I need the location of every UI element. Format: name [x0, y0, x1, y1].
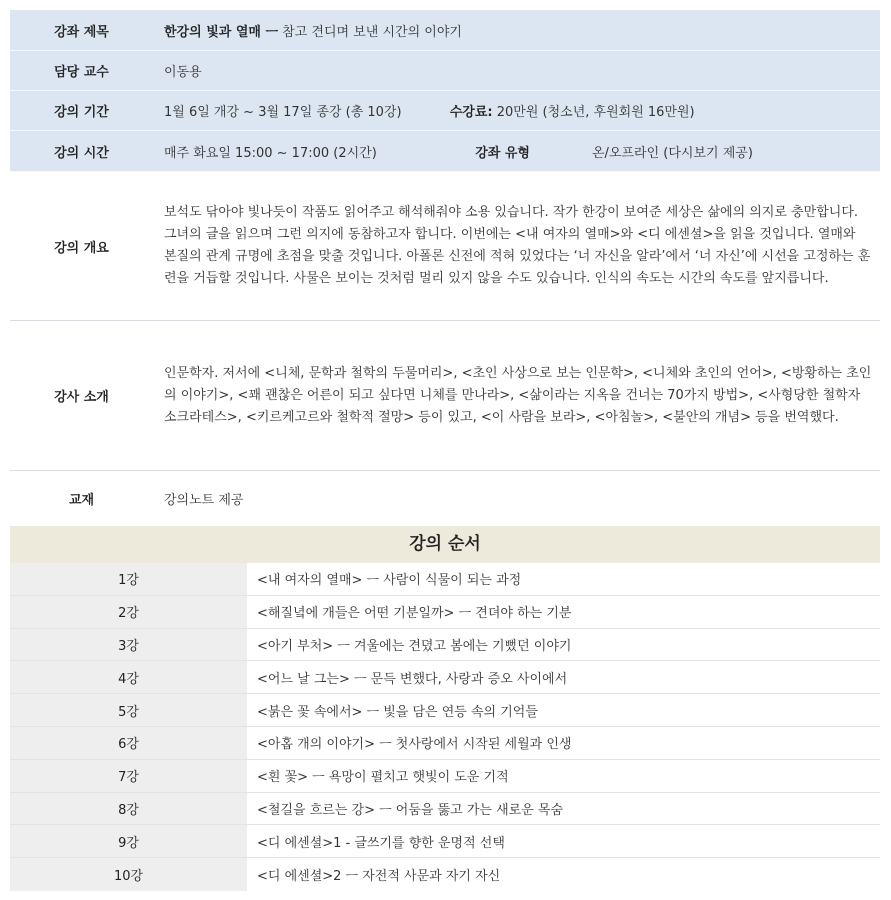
lecture-row: [10, 793, 880, 826]
lecture-row: [10, 694, 880, 727]
lecture-row: [10, 563, 880, 596]
professor-value: 이동용: [164, 65, 202, 80]
lecture-number: 1강: [10, 563, 247, 595]
lecture-row: [10, 858, 880, 891]
course-title-main: 한강의 빛과 열매 ㅡ: [164, 24, 279, 40]
lecture-number: 9강: [10, 825, 247, 857]
professor-label: 담당 교수: [54, 65, 109, 80]
lecture-order-header: 강의 순서: [10, 526, 880, 563]
lecture-title: <디 에센셜>1 - 글쓰기를 향한 운명적 선택: [247, 825, 880, 857]
lecture-row: [10, 727, 880, 760]
textbook-value: 강의노트 제공: [164, 493, 244, 508]
time-label: 강의 시간: [54, 145, 109, 161]
period-value-cell: [153, 101, 880, 120]
lecture-list: [10, 563, 880, 891]
fee-value: 20만원 (청소년, 후원회원 16만원): [492, 105, 695, 120]
lecture-number: 8강: [10, 793, 247, 825]
lecture-row: [10, 661, 880, 694]
fee: [450, 105, 695, 120]
lecture-title: <해질녘에 개들은 어떤 기분일까> ㅡ 견뎌야 하는 기분: [247, 596, 880, 628]
instructor-row: [10, 321, 880, 471]
textbook-label: 교재: [68, 493, 95, 508]
textbook-row: [10, 471, 880, 526]
lecture-row: [10, 760, 880, 793]
instructor-text: 인문학자. 저서에 <니체, 문학과 철학의 두물머리>, <초인 사상으로 보는 인문학>, <니체와 초인의 언어>, <방황하는 초인의 이야기>, <꽤 괜찮은 어른이 되고 싶다면 니체를 만나라>, <삶이라는 지옥을 건너는 70가지 방법>, <사형당한 철학자 소크라테스>, <키르케고르와 철학적 절망> 등이 있고, <이 사람을 보라>, <아침놀>, <불안의 개념> 등을 번역했다.: [164, 365, 872, 425]
lecture-row: [10, 825, 880, 858]
summary-label: 강의 개요: [54, 240, 109, 256]
lecture-row: [10, 596, 880, 629]
professor-row: [10, 51, 880, 91]
summary-text: 보석도 닦아야 빛나듯이 작품도 읽어주고 해석해줘야 소용 있습니다. 작가 한강이 보여준 세상은 삶에의 의지로 충만합니다. 그녀의 글을 읽으며 그런 의지에 동참하고자 합니다. 이번에는 <내 여자의 열매>와 <디 에센셜>을 읽을 것입니다. 열매와 본질의 관계 규명에 초점을 맞출 것입니다. 아폴론 신전에 적혀 있었다는 ‘너 자신을 알라’에서 ‘너 자신’에 시선을 고정하는 훈련을 거듭할 것입니다. 사물은 보이는 것처럼 멀리 있지 않을 수도 있습니다. 인식의 속도는 시간의 속도를 앞지릅니다.: [164, 205, 871, 286]
lecture-number: 5강: [10, 694, 247, 726]
course-title-label: 강좌 제목: [54, 24, 109, 40]
lecture-title: <붉은 꽃 속에서> ㅡ 빛을 담은 연등 속의 기억들: [247, 694, 880, 726]
lecture-number: 2강: [10, 596, 247, 628]
lecture-title: <아홉 개의 이야기> ㅡ 첫사랑에서 시작된 세월과 인생: [247, 727, 880, 759]
time-row: [10, 131, 880, 172]
type-label: 강좌 유형: [475, 145, 530, 161]
period-value: 1월 6일 개강 ~ 3월 17일 종강 (총 10강): [164, 105, 402, 120]
lecture-title: <내 여자의 열매> ㅡ 사람이 식물이 되는 과정: [247, 563, 880, 595]
time-value: 매주 화요일 15:00 ~ 17:00 (2시간): [164, 145, 377, 161]
lecture-title: <디 에센셜>2 ㅡ 자전적 사문과 자기 자신: [247, 858, 880, 891]
lecture-number: 6강: [10, 727, 247, 759]
lecture-title: <아기 부처> ㅡ 겨울에는 견뎠고 봄에는 기뻤던 이야기: [247, 629, 880, 661]
period-label: 강의 기간: [54, 105, 109, 120]
course-page: [10, 10, 880, 891]
fee-label: 수강료:: [449, 105, 493, 120]
lecture-number: 7강: [10, 760, 247, 792]
course-title-sub: 참고 견디며 보낸 시간의 이야기: [278, 24, 462, 40]
period-row: [10, 91, 880, 131]
summary-cell: [153, 202, 880, 290]
lecture-title: <어느 날 그는> ㅡ 문득 변했다, 사랑과 증오 사이에서: [247, 661, 880, 693]
instructor-cell: [153, 363, 880, 429]
lecture-title: <철길을 흐르는 강> ㅡ 어둠을 뚫고 가는 새로운 목숨: [247, 793, 880, 825]
instructor-label: 강사 소개: [54, 390, 109, 405]
course-title-value: [153, 21, 880, 40]
lecture-number: 3강: [10, 629, 247, 661]
time-value-cell: [153, 142, 880, 161]
lecture-number: 10강: [10, 858, 247, 891]
lecture-row: [10, 629, 880, 662]
course-title-row: [10, 10, 880, 51]
summary-row: [10, 172, 880, 321]
lecture-number: 4강: [10, 661, 247, 693]
lecture-title: <흰 꽃> ㅡ 욕망이 펼치고 햇빛이 도운 기적: [247, 760, 880, 792]
type-value: 온/오프라인 (다시보기 제공): [592, 145, 753, 161]
